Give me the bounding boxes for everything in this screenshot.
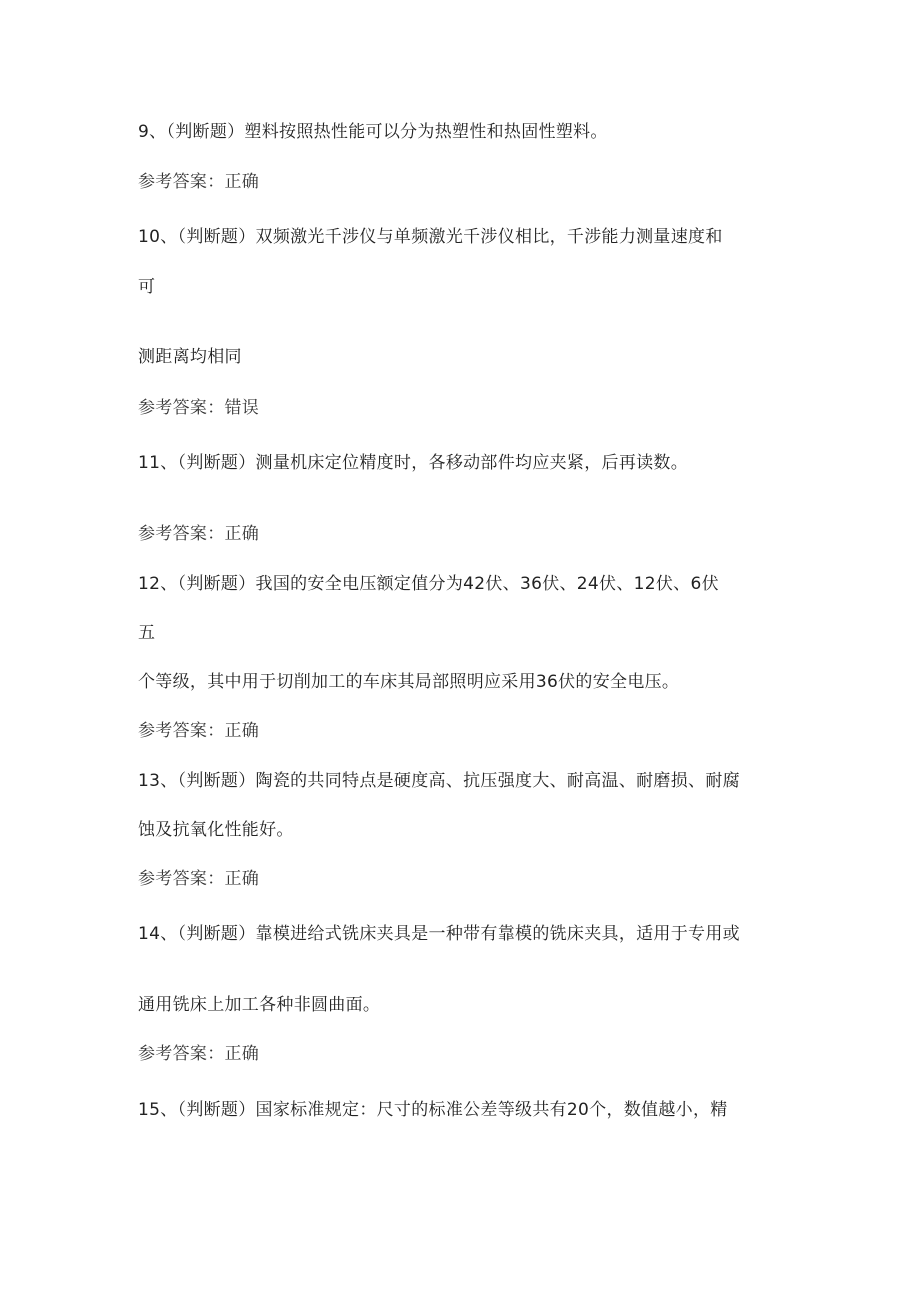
question-14-answer: 参考答案：正确: [138, 1044, 260, 1064]
question-10-text: 10、（判断题）双频激光千涉仪与单频激光千涉仪相比，千涉能力测量速度和: [138, 227, 723, 247]
question-10-text-cont-2: 测距离均相同: [138, 347, 242, 367]
question-13-text: 13、（判断题）陶瓷的共同特点是硬度高、抗压强度大、耐高温、耐磨损、耐腐: [138, 771, 740, 791]
question-14-text: 14、（判断题）靠模进给式铣床夹具是一种带有靠模的铣床夹具，适用于专用或: [138, 924, 740, 944]
question-11-text: 11、（判断题）测量机床定位精度时，各移动部件均应夹紧，后再读数。: [138, 453, 689, 473]
question-12-answer: 参考答案：正确: [138, 721, 260, 741]
question-9-text: 9、（判断题）塑料按照热性能可以分为热塑性和热固性塑料。: [138, 122, 608, 142]
question-11-answer: 参考答案：正确: [138, 524, 260, 544]
question-10-answer: 参考答案：错误: [138, 398, 260, 418]
question-15-text: 15、（判断题）国家标准规定：尺寸的标准公差等级共有20个，数值越小，精: [138, 1100, 728, 1120]
question-12-text-cont-2: 个等级，其中用于切削加工的车床其局部照明应采用36伏的安全电压。: [138, 672, 680, 692]
question-14-text-cont-1: 通用铣床上加工各种非圆曲面。: [138, 995, 381, 1015]
question-13-answer: 参考答案：正确: [138, 869, 260, 889]
question-13-text-cont-1: 蚀及抗氧化性能好。: [138, 820, 294, 840]
question-10-text-cont-1: 可: [138, 277, 156, 297]
question-12-text-cont-1: 五: [138, 623, 156, 643]
question-9-answer: 参考答案：正确: [138, 172, 260, 192]
question-12-text: 12、（判断题）我国的安全电压额定值分为42伏、36伏、24伏、12伏、6伏: [138, 574, 719, 594]
